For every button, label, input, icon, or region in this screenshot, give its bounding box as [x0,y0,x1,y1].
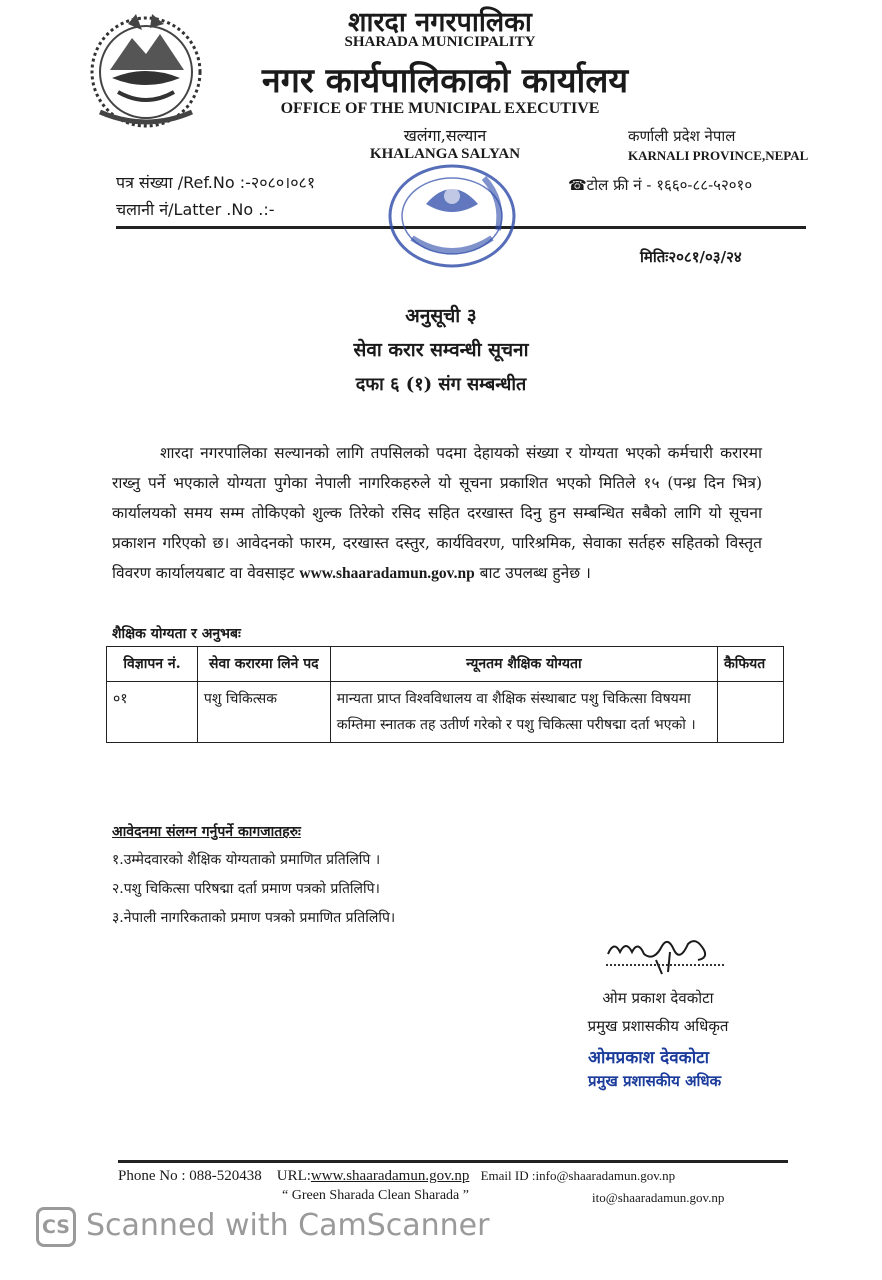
footer-email-secondary[interactable]: ito@shaaradamun.gov.np [592,1190,725,1205]
municipality-name-english: SHARADA MUNICIPALITY [344,34,536,50]
table-row [107,682,784,743]
handwritten-signature-icon [604,932,714,978]
footer-email [481,1168,676,1183]
reference-number [116,171,315,193]
camscanner-watermark: Scanned with CamScanner [86,1208,490,1243]
footer-url-label: URL: [276,1168,311,1184]
header-post: सेवा करारमा लिने पद [197,647,330,682]
notice-body-end: बाट उपलब्ध हुनेछ । [474,564,591,582]
list-item: २.पशु चिकित्सा परिषद्मा दर्ता प्रमाण पत्रको प्रतिलिपि। [112,881,380,897]
province-nepali: कर्णाली प्रदेश नेपाल [628,127,736,145]
signatory-designation: प्रमुख प्रशासकीय अधिकृत [587,1017,729,1035]
municipality-emblem-icon [80,8,212,132]
footer-phone: Phone No : 088-520438 [118,1168,262,1184]
footer-contact [118,1168,798,1185]
notice-body-text: शारदा नगरपालिका सल्यानको लागि तपसिलको पदमा देहायको संख्या र योग्यता भएको कर्मचारी करारमा राख्नु पर्ने भएकाले योग्यता पुगेका नेपाली नागरिकहरुले यो सूचना प्रकाशित भएको मितिले १५ (पन्ध्र दिन भित्र) कार्यालयको समय सम्म तोकिएको शुल्क तिरेको रसिद सहित दरखास्त दिनु हुन सम्बन्धित सबैको लागि यो सूचना प्रकाशन गरिएको छ। आवेदनको फारम, दरखास्त दस्तुर, कार्यविवरण, पारिश्रमिक, सेवाका सर्तहरु सहितको विस्तृत विवरण कार्यालयबाट वा वेवसाइट [112,444,762,582]
cell-remarks [718,682,784,743]
toll-free-number: ☎टोल फ्री नं - १६६०-८८-५२०१० [568,176,753,194]
footer-url-link[interactable]: www.shaaradamun.gov.np [310,1168,470,1184]
reference-value: २०८०।०८१ [250,173,316,192]
table-header-row [107,647,784,682]
dispatch-number [116,198,275,220]
attachments-title: आवेदनमा संलग्न गर्नुपर्ने कागजातहरुः [112,824,301,840]
signature-line [606,964,724,966]
office-stamp-icon [380,160,522,272]
name-stamp: ओमप्रकाश देवकोटा [588,1048,710,1068]
header-min-qualification: न्यूनतम शैक्षिक योग्यता [330,647,717,682]
office-name-english: OFFICE OF THE MUNICIPAL EXECUTIVE [280,100,600,117]
list-item: १.उम्मेदवारको शैक्षिक योग्यताको प्रमाणित प्रतिलिपि । [112,852,381,868]
municipality-name-nepali: शारदा नगरपालिका [348,7,532,38]
dispatch-label: चलानी नं/Latter .No .:- [116,200,275,219]
annex-heading: अनुसूची ३ [405,305,477,327]
website-link[interactable]: www.shaaradamun.gov.np [299,565,475,582]
designation-stamp: प्रमुख प्रशासकीय अधिक [588,1072,722,1090]
list-item: ३.नेपाली नागरिकताको प्रमाण पत्रको प्रमाणित प्रतिलिपि। [112,910,396,926]
footer-divider [118,1160,788,1163]
reference-label: पत्र संख्या /Ref.No :- [116,173,251,192]
header-ad-number: विज्ञापन नं. [107,647,198,682]
footer-email-label: Email ID : [480,1168,536,1183]
office-name-nepali: नगर कार्यपालिकाको कार्यालय [261,61,629,101]
place-nepali: खलंगा,सल्यान [403,126,487,145]
footer-slogan: “ Green Sharada Clean Sharada ” [282,1188,469,1203]
footer-email-link[interactable]: info@shaaradamun.gov.np [535,1168,676,1183]
cell-qualification: मान्यता प्राप्त विश्वविधालय वा शैक्षिक संस्थाबाट पशु चिकित्सा विषयमा कम्तिमा स्नातक तह उतीर्ण गरेको र पशु चिकित्सा परीषद्मा दर्ता भएको । [330,682,717,743]
qualification-title: शैक्षिक योग्यता र अनुभबः [112,626,241,642]
place-english: KHALANGA SALYAN [369,146,521,162]
signatory-name: ओम प्रकाश देवकोटा [602,989,714,1007]
camscanner-logo-icon: CS [36,1207,76,1247]
section-reference: दफा ६ (१) संग सम्बन्धीत [355,374,527,395]
attachments-list [112,846,395,933]
header-remarks: कैफियत [718,647,784,682]
issue-date: मितिः२०८१/०३/२४ [640,248,742,266]
province-english: KARNALI PROVINCE,NEPAL [628,148,809,163]
notice-body [112,438,762,589]
qualification-table [106,646,784,743]
cell-ad-number: ०१ [107,682,198,743]
notice-title: सेवा करार सम्वन्धी सूचना [353,339,529,361]
cell-post: पशु चिकित्सक [197,682,330,743]
